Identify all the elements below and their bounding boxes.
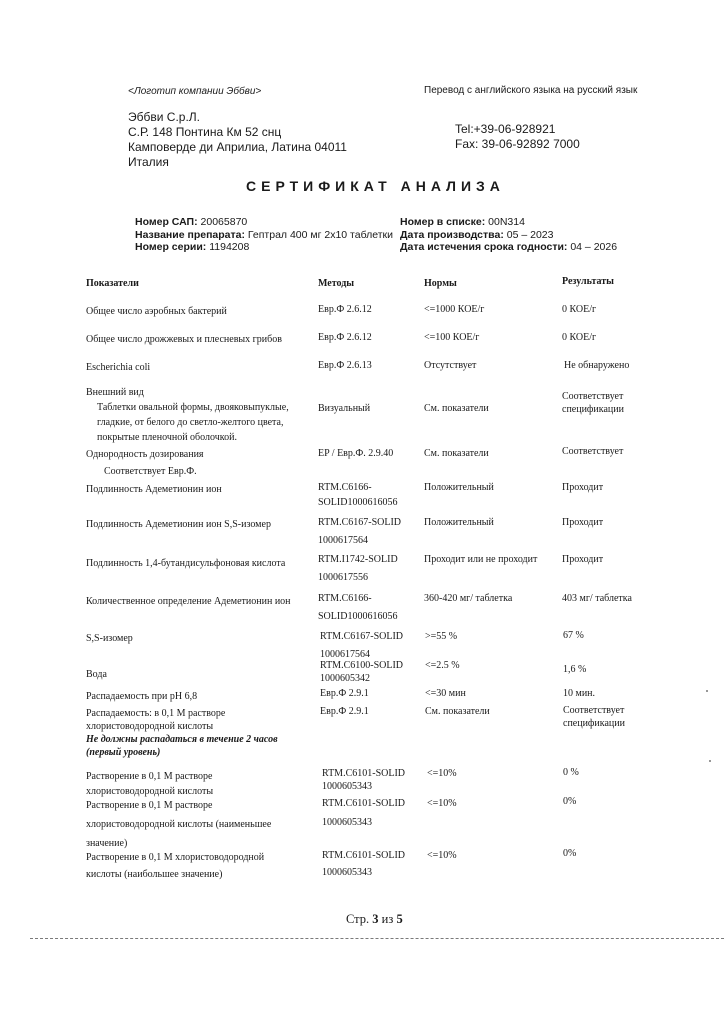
- method-cell: RTM.I1742-SOLID 1000617556: [318, 554, 398, 583]
- norm-cell: Положительный: [424, 482, 494, 493]
- norm-cell: Проходит или не проходит: [424, 554, 538, 565]
- param-cell: Escherichia coli: [86, 362, 151, 373]
- param-cell: Подлинность Адеметионин ион: [86, 484, 222, 495]
- scan-speck: [709, 760, 711, 762]
- param-cell: S,S-изомер: [86, 633, 133, 644]
- result-cell: Соответствует спецификации: [563, 705, 625, 729]
- norm-cell: См. показатели: [425, 706, 490, 717]
- norm-cell: <=10%: [427, 850, 457, 861]
- company-fax: Fax: 39-06-92892 7000: [455, 137, 580, 151]
- param-cell: Растворение в 0,1 М растворе хлористоводородной кислоты (наименьшее значение): [86, 800, 272, 849]
- param-note: Не должны распадаться в течение 2 часов: [86, 734, 278, 745]
- method-cell: EP / Евр.Ф. 2.9.40: [318, 448, 394, 459]
- method-cell: RTM.C6166- SOLID1000616056: [318, 593, 398, 622]
- param-cell: Подлинность Адеметионин ион S,S-изомер: [86, 519, 271, 530]
- product-meta-right: [400, 216, 617, 254]
- expiry-date: Дата истечения срока годности: 04 – 2026: [400, 241, 618, 253]
- param-note: (первый уровень): [86, 747, 161, 758]
- column-header-method: Методы: [318, 278, 355, 289]
- method-cell: Визуальный: [318, 403, 371, 414]
- company-logo-placeholder: <Логотип компании Эббви>: [128, 86, 262, 97]
- result-cell: Соответствует: [562, 446, 624, 457]
- result-cell: 0 КОЕ/г: [562, 332, 597, 343]
- method-cell: Евр.Ф 2.9.1: [320, 706, 369, 717]
- norm-cell: 360-420 мг/ таблетка: [424, 593, 513, 604]
- page-divider: [30, 938, 724, 939]
- product-name: Название препарата: Гептрал 400 мг 2x10 таблетки: [135, 228, 394, 241]
- result-cell: 0%: [563, 796, 577, 807]
- result-cell: Проходит: [562, 554, 604, 565]
- page-number: Стр. 3 из 5: [346, 912, 403, 926]
- norm-cell: <=100 КОЕ/г: [424, 332, 480, 343]
- param-cell: Вода: [86, 669, 107, 680]
- result-cell: 403 мг/ таблетка: [562, 593, 632, 604]
- norm-cell: >=55 %: [425, 631, 458, 642]
- param-detail: Соответствует Евр.Ф.: [104, 466, 197, 477]
- param-detail: покрытые пленочной оболочкой.: [97, 432, 237, 443]
- result-cell: 10 мин.: [563, 688, 596, 699]
- norm-cell: <=30 мин: [425, 688, 466, 699]
- param-cell: Распадаемость: в 0,1 М растворе хлористоводородной кислоты Не должны распадаться в течение 2 часов (первый уровень): [86, 708, 278, 758]
- product-meta-left: [135, 216, 393, 254]
- company-phone: Tel:+39-06-928921: [455, 122, 556, 136]
- param-cell: Распадаемость при pH 6,8: [86, 691, 198, 702]
- norm-cell: <=1000 КОЕ/г: [424, 304, 485, 315]
- result-cell: 0%: [563, 848, 577, 859]
- result-cell: Соответствует спецификации: [562, 391, 624, 415]
- result-cell: Проходит: [562, 517, 604, 528]
- address-line: С.Р. 148 Понтина Км 52 снц: [128, 125, 282, 139]
- method-cell: Евр.Ф 2.6.12: [318, 332, 372, 343]
- company-name: Эббви С.р.Л.: [128, 110, 200, 124]
- method-cell: Евр.Ф 2.6.12: [318, 304, 372, 315]
- result-cell: 1,6 %: [563, 664, 587, 675]
- method-cell: RTM.C6101-SOLID 1000605343: [322, 798, 406, 828]
- column-header-result: Результаты: [562, 276, 614, 287]
- norm-cell: Положительный: [424, 517, 494, 528]
- result-cell: 0 КОЕ/г: [562, 304, 597, 315]
- param-cell: Растворение в 0,1 М растворе хлористоводородной кислоты: [86, 771, 214, 797]
- param-cell: Однородность дозирования Соответствует Евр.Ф.: [86, 449, 204, 477]
- norm-cell: <=10%: [427, 798, 457, 809]
- method-cell: RTM.C6166- SOLID1000616056: [318, 482, 398, 508]
- param-cell: Количественное определение Адеметионин ион: [86, 596, 291, 607]
- method-cell: RTM.C6167-SOLID 1000617564: [320, 631, 404, 660]
- address-line: Камповерде ди Априлиа, Латина 04011: [128, 140, 347, 154]
- company-contacts: [455, 122, 580, 152]
- company-address: [128, 110, 347, 170]
- method-cell: RTM.C6101-SOLID 1000605343: [322, 768, 406, 792]
- param-cell: Растворение в 0,1 М хлористоводородной кислоты (наибольшее значение): [86, 852, 265, 880]
- param-detail: Таблетки овальной формы, двояковыпуклые,: [97, 402, 289, 413]
- norm-cell: <=2.5 %: [425, 660, 460, 671]
- sap-number: Номер САП: 20065870: [135, 216, 248, 228]
- manufacture-date: Дата производства: 05 – 2023: [400, 228, 554, 241]
- param-cell: Общее число аэробных бактерий: [86, 306, 227, 317]
- param-cell: Подлинность 1,4-бутандисульфоновая кислота: [86, 558, 286, 569]
- result-cell: 0 %: [563, 767, 579, 778]
- norm-cell: <=10%: [427, 768, 457, 779]
- param-detail: гладкие, от белого до светло-желтого цвета,: [97, 417, 284, 428]
- result-cell: Не обнаружено: [564, 360, 630, 371]
- norm-cell: См. показатели: [424, 448, 489, 459]
- address-country: Италия: [128, 155, 169, 169]
- scan-speck: [706, 690, 708, 692]
- column-header-parameter: Показатели: [86, 278, 139, 289]
- param-cell: Внешний вид Таблетки овальной формы, двояковыпуклые, гладкие, от белого до светло-желтого цвета, покрытые пленочной оболочкой.: [86, 387, 289, 443]
- method-cell: RTM.C6100-SOLID 1000605342: [320, 660, 404, 684]
- result-cell: Проходит: [562, 482, 604, 493]
- method-cell: Евр.Ф 2.9.1: [320, 688, 369, 699]
- document-title: СЕРТИФИКАТ АНАЛИЗА: [246, 178, 505, 194]
- method-cell: RTM.C6167-SOLID 1000617564: [318, 517, 402, 546]
- method-cell: RTM.C6101-SOLID 1000605343: [322, 850, 406, 878]
- norm-cell: Отсутствует: [424, 360, 477, 371]
- norm-cell: См. показатели: [424, 403, 489, 414]
- param-cell: Общее число дрожжевых и плесневых грибов: [86, 334, 282, 345]
- column-header-norm: Нормы: [424, 278, 457, 289]
- translation-note: Перевод с английского языка на русский язык: [424, 85, 638, 96]
- result-cell: 67 %: [563, 630, 584, 641]
- method-cell: Евр.Ф 2.6.13: [318, 360, 372, 371]
- batch-number: Номер серии: 1194208: [135, 241, 250, 253]
- list-number: Номер в списке: 00N314: [400, 216, 525, 228]
